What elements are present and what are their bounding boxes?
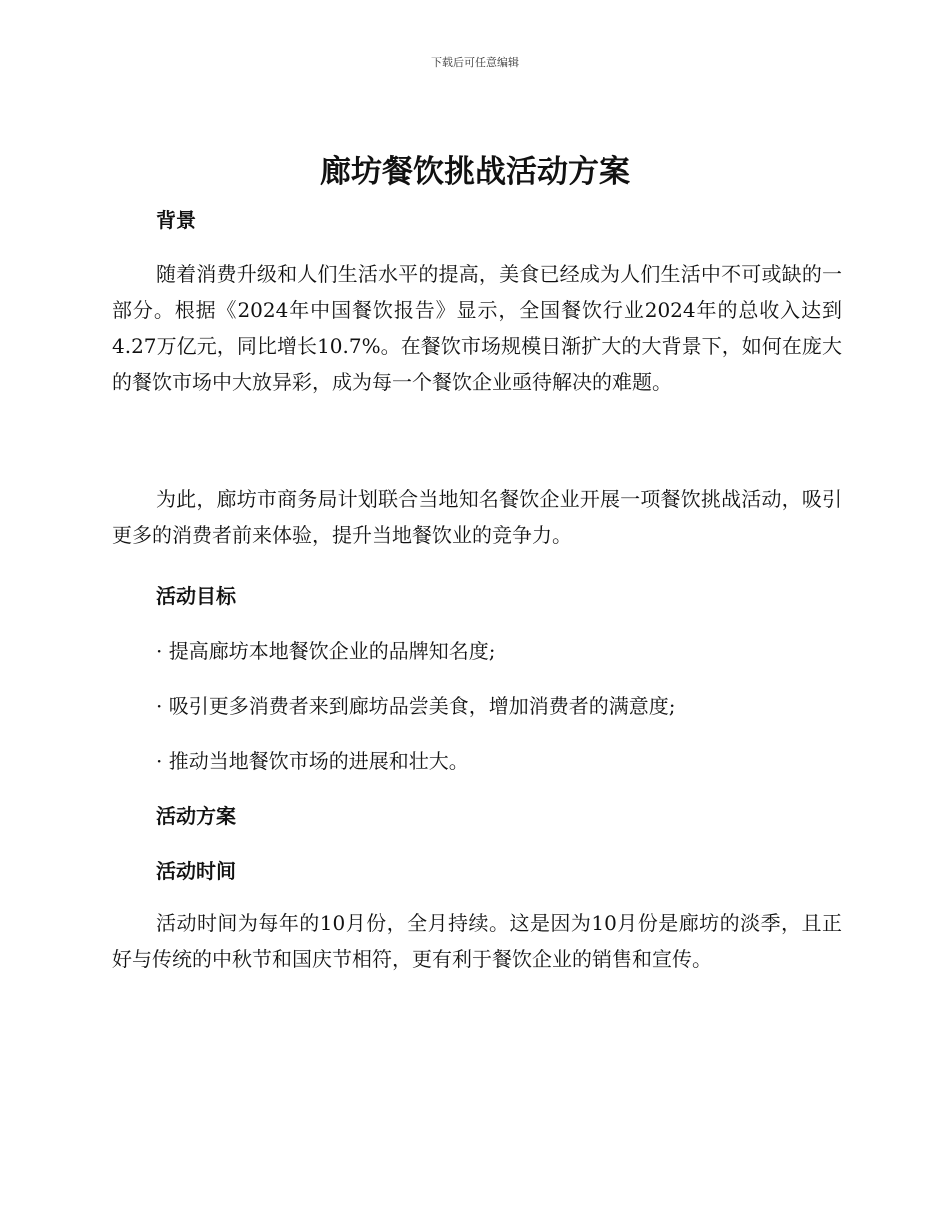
section-time-heading-wrap [112, 856, 842, 886]
page-header-note: 下载后可任意编辑 [431, 56, 519, 69]
goal-list-item: · 提高廊坊本地餐饮企业的品牌知名度; [156, 639, 496, 663]
section-background-heading-wrap [112, 205, 842, 235]
goal-item-1-wrap [112, 636, 842, 666]
goal-list-item: · 推动当地餐饮市场的进展和壮大。 [156, 749, 469, 773]
goal-list-item: · 吸引更多消费者来到廊坊品尝美食，增加消费者的满意度; [156, 694, 676, 718]
section-heading-background: 背景 [156, 208, 196, 232]
time-paragraph: 活动时间为每年的10月份，全月持续。这是因为10月份是廊坊的淡季，且正好与传统的中秋节和国庆节相符，更有利于餐饮企业的销售和宣传。 [112, 911, 842, 971]
section-heading-time: 活动时间 [156, 859, 236, 883]
goal-item-2-wrap [112, 691, 842, 721]
section-goals-heading-wrap [112, 581, 842, 611]
background-paragraph-2-wrap [112, 481, 842, 553]
section-plan-heading-wrap [112, 801, 842, 831]
background-paragraph-1-wrap [112, 256, 842, 400]
goal-item-3-wrap [112, 746, 842, 776]
background-paragraph-1: 随着消费升级和人们生活水平的提高，美食已经成为人们生活中不可或缺的一部分。根据《2024年中国餐饮报告》显示，全国餐饮行业2024年的总收入达到4.27万亿元，同比增长10.7%。在餐饮市场规模日渐扩大的大背景下，如何在庞大的餐饮市场中大放异彩，成为每一个餐饮企业亟待解决的难题。 [112, 262, 842, 394]
time-paragraph-wrap [112, 905, 842, 977]
section-heading-goals: 活动目标 [156, 584, 236, 608]
section-heading-plan: 活动方案 [156, 804, 236, 828]
background-paragraph-2: 为此，廊坊市商务局计划联合当地知名餐饮企业开展一项餐饮挑战活动，吸引更多的消费者前来体验，提升当地餐饮业的竞争力。 [112, 487, 842, 547]
document-title: 廊坊餐饮挑战活动方案 [320, 154, 630, 190]
